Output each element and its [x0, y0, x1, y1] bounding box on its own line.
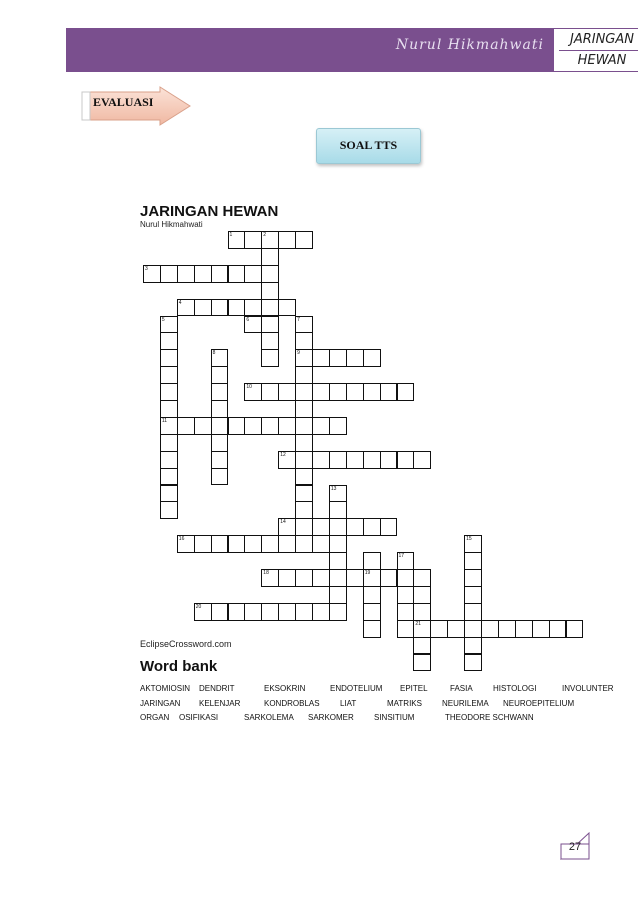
word-bank-word: OSIFIKASI — [179, 713, 219, 722]
crossword-cell[interactable] — [211, 603, 229, 621]
crossword-cell[interactable] — [498, 620, 516, 638]
crossword-cell[interactable] — [481, 620, 499, 638]
crossword-cell[interactable] — [397, 569, 415, 587]
header-title-line-2: HEWAN — [577, 53, 627, 68]
crossword-cell[interactable] — [261, 265, 279, 283]
soal-tts-label: SOAL TTS — [339, 138, 398, 152]
crossword-cell[interactable] — [380, 518, 398, 536]
crossword-cell[interactable] — [346, 383, 364, 401]
crossword-clue-number: 3 — [145, 265, 148, 272]
puzzle-source: EclipseCrossword.com — [140, 639, 232, 649]
crossword-cell[interactable] — [160, 468, 178, 486]
crossword-cell[interactable] — [194, 299, 212, 317]
soal-tts-box — [316, 128, 421, 164]
crossword-cell[interactable] — [329, 417, 347, 435]
crossword-cell[interactable] — [413, 654, 431, 672]
word-bank-word: NEURILEMA — [442, 699, 489, 708]
crossword-clue-number: 20 — [195, 603, 202, 610]
evaluasi-label: EVALUASI — [93, 95, 154, 109]
crossword-clue-number: 10 — [246, 384, 252, 391]
crossword-cell[interactable] — [397, 603, 415, 621]
crossword-cell[interactable] — [329, 518, 347, 536]
crossword-cell[interactable] — [295, 383, 313, 401]
word-bank-word: AKTOMIOSIN — [140, 684, 191, 693]
crossword-cell[interactable] — [363, 603, 381, 621]
crossword-cell[interactable] — [211, 417, 229, 435]
crossword-cell[interactable] — [312, 569, 330, 587]
crossword-cell[interactable] — [160, 485, 178, 503]
crossword-cell[interactable] — [363, 620, 381, 638]
crossword-cell[interactable] — [211, 535, 229, 553]
word-bank-word: LIAT — [340, 699, 357, 708]
crossword-cell[interactable] — [329, 586, 347, 604]
header-title-divider — [559, 50, 638, 51]
crossword-cell[interactable] — [261, 383, 279, 401]
crossword-cell[interactable] — [430, 620, 448, 638]
crossword-cell[interactable] — [346, 518, 364, 536]
crossword-cell[interactable] — [346, 569, 364, 587]
crossword-cell[interactable] — [295, 366, 313, 384]
header-bar — [66, 28, 634, 72]
crossword-cell[interactable] — [312, 417, 330, 435]
crossword-cell[interactable] — [244, 417, 262, 435]
crossword-cell[interactable] — [278, 603, 296, 621]
crossword-cell[interactable] — [464, 569, 482, 587]
crossword-cell[interactable] — [228, 417, 246, 435]
word-bank-word: ENDOTELIUM — [330, 684, 383, 693]
crossword-cell[interactable] — [329, 349, 347, 367]
crossword-clue-number: 5 — [161, 316, 165, 323]
crossword-cell[interactable] — [261, 349, 279, 367]
crossword-cell[interactable] — [329, 569, 347, 587]
crossword-cell[interactable] — [464, 654, 482, 672]
word-bank-word: HISTOLOGI — [493, 684, 537, 693]
crossword-clue-number: 19 — [364, 570, 371, 576]
puzzle-author: Nurul Hikmahwati — [140, 220, 203, 229]
crossword-cell[interactable] — [278, 231, 296, 249]
crossword-clue-number: 18 — [263, 570, 269, 576]
crossword-cell[interactable] — [329, 603, 347, 621]
crossword-cell[interactable] — [566, 620, 584, 638]
crossword-cell[interactable] — [295, 332, 313, 350]
crossword-cell[interactable] — [329, 535, 347, 553]
crossword-cell[interactable] — [329, 552, 347, 570]
crossword-cell[interactable] — [261, 332, 279, 350]
crossword-cell[interactable] — [312, 518, 330, 536]
crossword-cell[interactable] — [532, 620, 550, 638]
crossword-cell[interactable] — [244, 299, 262, 317]
puzzle-title: JARINGAN HEWAN — [140, 203, 279, 220]
crossword-cell[interactable] — [160, 366, 178, 384]
crossword-cell[interactable] — [464, 603, 482, 621]
crossword-cell[interactable] — [464, 620, 482, 638]
word-bank-word: ORGAN — [140, 713, 170, 722]
crossword-cell[interactable] — [295, 501, 313, 519]
crossword-cell[interactable] — [363, 349, 381, 367]
crossword-clue-number: 1 — [229, 232, 233, 238]
word-bank-word: INVOLUNTER — [562, 684, 614, 693]
crossword-clue-number: 14 — [280, 519, 286, 526]
crossword-cell[interactable] — [295, 468, 313, 486]
crossword-cell[interactable] — [295, 485, 313, 503]
crossword-cell[interactable] — [244, 535, 262, 553]
crossword-cell[interactable] — [413, 569, 431, 587]
crossword-cell[interactable] — [312, 535, 330, 553]
crossword-cell[interactable] — [380, 569, 398, 587]
crossword-cell[interactable] — [211, 383, 229, 401]
crossword-clue-number: 6 — [246, 316, 250, 323]
crossword-cell[interactable] — [295, 518, 313, 536]
crossword-cell[interactable] — [346, 451, 364, 469]
crossword-cell[interactable] — [397, 451, 415, 469]
crossword-cell[interactable] — [160, 501, 178, 519]
header-author: Nurul Hikmahwati — [395, 37, 544, 53]
crossword-cell[interactable] — [211, 468, 229, 486]
crossword-cell[interactable] — [312, 383, 330, 401]
crossword-cell[interactable] — [295, 535, 313, 553]
crossword-cell[interactable] — [295, 400, 313, 418]
crossword-cell[interactable] — [397, 383, 415, 401]
crossword-cell[interactable] — [363, 552, 381, 570]
crossword-cell[interactable] — [464, 552, 482, 570]
crossword-clue-number: 7 — [297, 316, 300, 323]
crossword-cell[interactable] — [244, 265, 262, 283]
word-bank-word: EKSOKRIN — [264, 684, 306, 693]
crossword-cell[interactable] — [261, 248, 279, 266]
crossword-cell[interactable] — [278, 383, 296, 401]
word-bank-word: JARINGAN — [140, 699, 181, 708]
crossword-cell[interactable] — [160, 451, 178, 469]
crossword-cell[interactable] — [380, 451, 398, 469]
crossword-cell[interactable] — [278, 299, 296, 317]
crossword-cell[interactable] — [413, 451, 431, 469]
crossword-cell[interactable] — [261, 282, 279, 300]
word-bank-word: THEODORE SCHWANN — [445, 713, 534, 722]
crossword-cell[interactable] — [228, 535, 246, 553]
crossword-cell[interactable] — [278, 417, 296, 435]
crossword-cell[interactable] — [397, 586, 415, 604]
crossword-cell[interactable] — [228, 299, 246, 317]
crossword-cell[interactable] — [261, 316, 279, 334]
crossword-clue-number: 15 — [466, 536, 472, 543]
crossword-cell[interactable] — [295, 417, 313, 435]
crossword-cell[interactable] — [261, 603, 279, 621]
crossword-cell[interactable] — [363, 586, 381, 604]
crossword-clue-number: 16 — [178, 536, 185, 543]
crossword-cell[interactable] — [397, 620, 415, 638]
crossword-cell[interactable] — [228, 265, 246, 283]
page-number: 27 — [568, 841, 582, 853]
word-bank-word: SARKOLEMA — [244, 713, 294, 722]
crossword-clue-number: 4 — [178, 299, 182, 306]
crossword-cell[interactable] — [329, 383, 347, 401]
crossword-cell[interactable] — [244, 231, 262, 249]
crossword-cell[interactable] — [413, 637, 431, 655]
crossword-cell[interactable] — [211, 366, 229, 384]
word-bank-word: MATRIKS — [387, 699, 422, 708]
crossword-cell[interactable] — [211, 299, 229, 317]
crossword-cell[interactable] — [295, 603, 313, 621]
crossword-cell[interactable] — [160, 265, 178, 283]
crossword-clue-number: 8 — [212, 350, 216, 357]
word-bank-word: SINSITIUM — [374, 713, 415, 722]
crossword-cell[interactable] — [295, 231, 313, 249]
crossword-cell[interactable] — [160, 434, 178, 452]
word-bank-word: KELENJAR — [199, 699, 241, 708]
crossword-clue-number: 12 — [280, 451, 286, 458]
crossword-cell[interactable] — [194, 265, 212, 283]
word-bank-word: SARKOMER — [308, 713, 354, 722]
crossword-cell[interactable] — [295, 569, 313, 587]
crossword-cell[interactable] — [194, 535, 212, 553]
crossword-clue-number: 9 — [297, 350, 300, 357]
crossword-cell[interactable] — [346, 349, 364, 367]
crossword-cell[interactable] — [413, 586, 431, 604]
word-bank-word: NEUROEPITELIUM — [503, 699, 575, 708]
crossword-cell[interactable] — [363, 383, 381, 401]
crossword-cell[interactable] — [413, 603, 431, 621]
crossword-clue-number: 17 — [398, 553, 405, 560]
crossword-cell[interactable] — [329, 451, 347, 469]
crossword-clue-number: 21 — [415, 620, 421, 627]
crossword-cell[interactable] — [261, 535, 279, 553]
crossword-cell[interactable] — [177, 265, 195, 283]
crossword-cell[interactable] — [295, 434, 313, 452]
crossword-cell[interactable] — [295, 451, 313, 469]
crossword-cell[interactable] — [261, 299, 279, 317]
word-bank-title: Word bank — [140, 658, 218, 675]
crossword-cell[interactable] — [160, 332, 178, 350]
crossword-cell[interactable] — [160, 383, 178, 401]
crossword-cell[interactable] — [211, 400, 229, 418]
crossword-cell[interactable] — [363, 518, 381, 536]
crossword-cell[interactable] — [363, 451, 381, 469]
word-bank-word: KONDROBLAS — [264, 699, 320, 708]
crossword-cell[interactable] — [312, 603, 330, 621]
crossword-cell[interactable] — [549, 620, 567, 638]
crossword-cell[interactable] — [329, 501, 347, 519]
crossword-cell[interactable] — [211, 434, 229, 452]
crossword-cell[interactable] — [515, 620, 533, 638]
header-title-box — [553, 28, 638, 72]
crossword-cell[interactable] — [177, 417, 195, 435]
crossword-cell[interactable] — [464, 637, 482, 655]
header-title-line-1: JARINGAN — [569, 32, 634, 47]
crossword-cell[interactable] — [380, 383, 398, 401]
crossword-cell[interactable] — [278, 535, 296, 553]
crossword-cell[interactable] — [278, 569, 296, 587]
crossword-clue-number: 13 — [330, 485, 337, 492]
crossword-cell[interactable] — [211, 265, 229, 283]
word-bank-word: EPITEL — [400, 684, 428, 693]
crossword-cell[interactable] — [228, 603, 246, 621]
crossword-cell[interactable] — [244, 603, 262, 621]
word-bank-word: FASIA — [450, 684, 473, 693]
crossword-cell[interactable] — [312, 349, 330, 367]
word-bank-word: DENDRIT — [199, 684, 235, 693]
crossword-cell[interactable] — [312, 451, 330, 469]
crossword-clue-number: 11 — [161, 417, 168, 424]
crossword-cell[interactable] — [261, 417, 279, 435]
crossword-cell[interactable] — [211, 451, 229, 469]
crossword-cell[interactable] — [194, 417, 212, 435]
crossword-cell[interactable] — [160, 400, 178, 418]
crossword-cell[interactable] — [447, 620, 465, 638]
crossword-cell[interactable] — [160, 349, 178, 367]
crossword-clue-number: 2 — [263, 232, 267, 238]
crossword-cell[interactable] — [464, 586, 482, 604]
